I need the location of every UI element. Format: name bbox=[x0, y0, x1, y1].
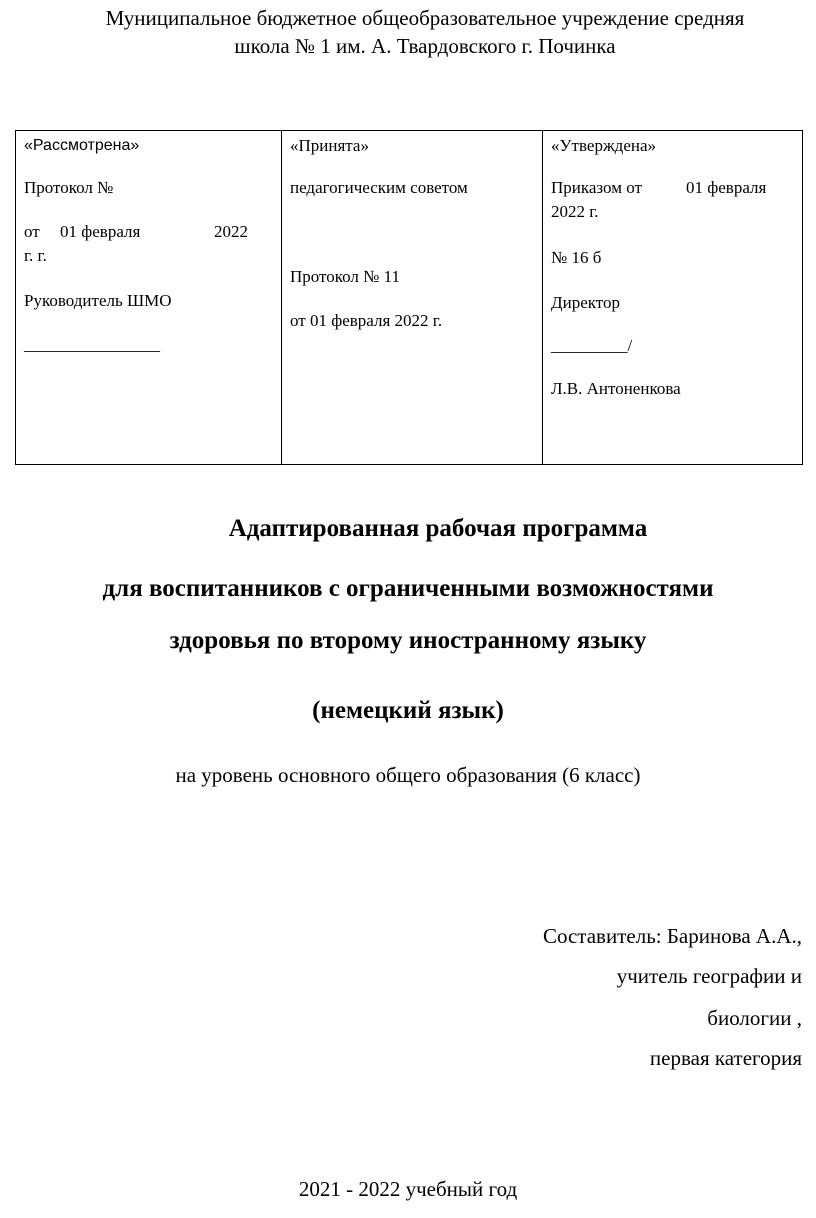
program-title-line-3: здоровья по второму иностранному языку bbox=[169, 627, 647, 654]
reviewed-signature-line: ________________ bbox=[24, 335, 160, 354]
reviewed-head: Руководитель ШМО bbox=[24, 291, 172, 310]
reviewed-date-suffix: г. г. bbox=[24, 246, 47, 265]
accepted-body: педагогическим советом bbox=[290, 178, 468, 197]
program-title-line-1: Адаптированная рабочая программа bbox=[228, 515, 648, 542]
accepted-date: от 01 февраля 2022 г. bbox=[290, 311, 443, 330]
approved-order: Приказом от bbox=[551, 178, 642, 197]
approved-order-date: 01 февраля bbox=[686, 178, 767, 197]
reviewed-date-day: 01 февраля bbox=[60, 222, 141, 241]
accepted-heading: «Принята» bbox=[290, 136, 369, 155]
school-header bbox=[0, 4, 816, 60]
approved-name: Л.В. Антоненкова bbox=[551, 379, 681, 398]
school-name-line-2: школа № 1 им. А. Твардовского г. Починка bbox=[234, 34, 616, 58]
reviewed-date-year: 2022 bbox=[214, 222, 248, 241]
reviewed-date-from: от bbox=[24, 222, 40, 241]
approved-number: № 16 б bbox=[551, 248, 602, 267]
education-level: на уровень основного общего образования (6 класс) bbox=[175, 763, 641, 787]
reviewed-heading: «Рассмотрена» bbox=[24, 137, 140, 154]
accepted-protocol: Протокол № 11 bbox=[290, 267, 401, 286]
reviewed-cell bbox=[16, 131, 282, 465]
author-name: Составитель: Баринова А.А., bbox=[542, 924, 802, 948]
program-title-line-2: для воспитанников с ограниченными возможностями bbox=[102, 575, 714, 602]
approval-table bbox=[15, 130, 803, 465]
academic-year: 2021 - 2022 учебный год bbox=[298, 1177, 518, 1201]
author-position-2: биологии , bbox=[707, 1006, 802, 1030]
program-title-line-4: (немецкий язык) bbox=[312, 697, 504, 724]
school-name-line-1: Муниципальное бюджетное общеобразовательное учреждение средняя bbox=[105, 6, 745, 30]
author-category: первая категория bbox=[649, 1046, 802, 1070]
approved-position: Директор bbox=[551, 293, 620, 312]
reviewed-protocol: Протокол № bbox=[24, 178, 114, 197]
approved-order-year: 2022 г. bbox=[551, 202, 599, 221]
approved-signature-line: _________/ bbox=[551, 336, 633, 355]
approved-cell bbox=[543, 131, 803, 465]
accepted-cell bbox=[282, 131, 543, 465]
author-position-1: учитель географии и bbox=[616, 964, 802, 988]
approved-heading: «Утверждена» bbox=[551, 136, 657, 155]
